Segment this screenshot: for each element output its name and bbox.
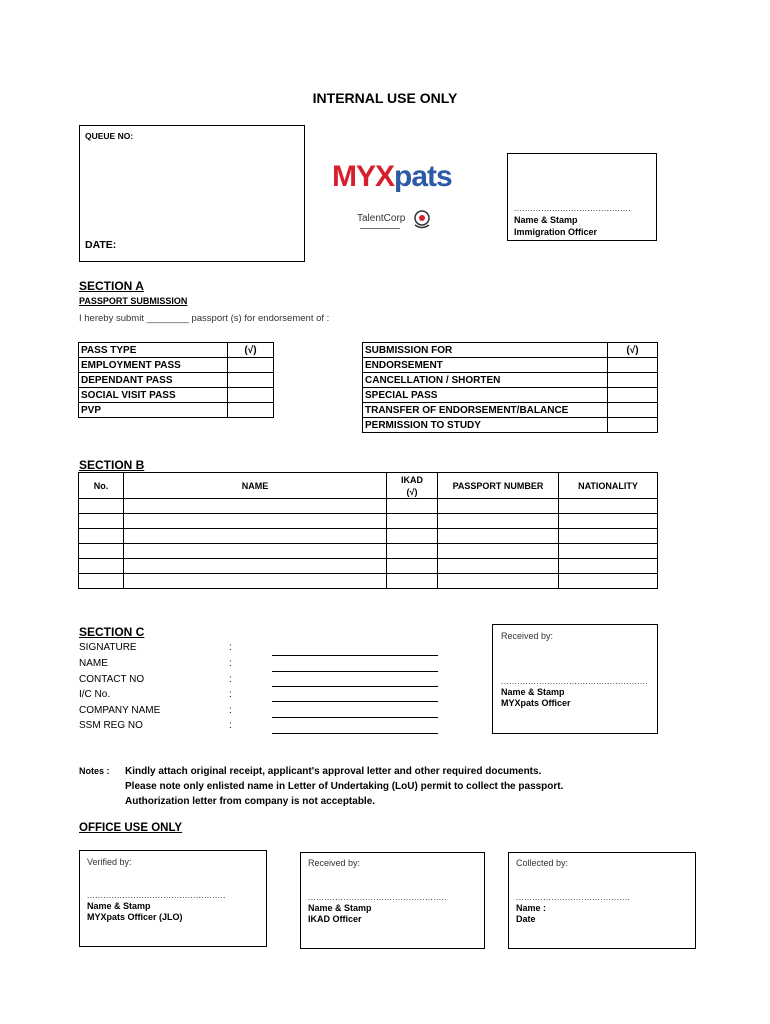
name-stamp-label: Name & Stamp <box>87 901 151 911</box>
signature-dots: ................................................... <box>308 893 447 902</box>
jlo-officer-label: MYXpats Officer (JLO) <box>87 912 183 922</box>
ssm-reg-no-field[interactable] <box>272 733 438 734</box>
notes-text <box>125 764 563 809</box>
contact-no-field[interactable] <box>272 686 438 687</box>
col-ikad-label: IKAD <box>401 474 423 485</box>
notes-label: Notes : <box>79 766 110 776</box>
signature-dots: .......................................... <box>516 893 631 902</box>
submission-option: ENDORSEMENT <box>363 358 608 373</box>
name-label: NAME <box>79 658 108 669</box>
pass-type-checkbox[interactable] <box>228 373 274 388</box>
name-stamp-label: Name & Stamp <box>308 903 372 913</box>
contact-no-label: CONTACT NO <box>79 674 145 685</box>
pass-type-header: PASS TYPE <box>79 343 228 358</box>
colon: : <box>229 720 232 731</box>
signature-dots: ...................................................... <box>501 677 649 686</box>
colon: : <box>229 658 232 669</box>
section-c-title: SECTION C <box>79 625 145 639</box>
submission-checkbox[interactable] <box>608 418 658 433</box>
colon: : <box>229 705 232 716</box>
signature-field[interactable] <box>272 655 438 656</box>
table-row[interactable] <box>79 529 658 544</box>
myxpats-officer-label: MYXpats Officer <box>501 698 571 708</box>
pass-type-checkbox[interactable] <box>228 358 274 373</box>
submission-check-header: (√) <box>608 343 658 358</box>
colon: : <box>229 674 232 685</box>
ic-no-field[interactable] <box>272 701 438 702</box>
logo-my: MY <box>332 160 375 193</box>
col-no: No. <box>79 473 124 499</box>
office-use-title: OFFICE USE ONLY <box>79 822 183 834</box>
name-stamp-label: Name & Stamp <box>501 687 565 697</box>
table-row[interactable] <box>79 499 658 514</box>
note-line: Authorization letter from company is not acceptable. <box>125 796 376 807</box>
collected-by-label: Collected by: <box>516 858 569 868</box>
submission-statement: I hereby submit ________ passport (s) for endorsement of : <box>79 313 330 324</box>
submission-option: TRANSFER OF ENDORSEMENT/BALANCE <box>363 403 608 418</box>
section-b-title: SECTION B <box>79 458 145 472</box>
immigration-emblem-icon <box>412 208 432 230</box>
immigration-officer-box[interactable] <box>507 153 657 241</box>
received-by-label: Received by: <box>308 858 361 868</box>
pass-type-option: DEPENDANT PASS <box>79 373 228 388</box>
colon: : <box>229 689 232 700</box>
verified-by-box[interactable] <box>79 850 267 947</box>
queue-box[interactable] <box>79 125 305 262</box>
submission-option: SPECIAL PASS <box>363 388 608 403</box>
submission-checkbox[interactable] <box>608 403 658 418</box>
name-stamp-label: Name & Stamp <box>514 215 578 225</box>
signature-dots: ........................................... <box>514 204 632 213</box>
ikad-officer-label: IKAD Officer <box>308 914 362 924</box>
pass-type-option: SOCIAL VISIT PASS <box>79 388 228 403</box>
col-passport-number: PASSPORT NUMBER <box>438 473 559 499</box>
submission-checkbox[interactable] <box>608 388 658 403</box>
received-by-box[interactable] <box>492 624 658 734</box>
logo-x: X <box>375 160 395 193</box>
collector-name-label: Name : <box>516 903 547 913</box>
company-name-field[interactable] <box>272 717 438 718</box>
immigration-officer-label: Immigration Officer <box>514 227 598 237</box>
table-row[interactable] <box>79 559 658 574</box>
pass-type-option: EMPLOYMENT PASS <box>79 358 228 373</box>
submission-for-table <box>362 342 658 433</box>
ic-no-label: I/C No. <box>79 689 111 700</box>
submission-option: CANCELLATION / SHORTEN <box>363 373 608 388</box>
applicant-table <box>78 472 658 589</box>
received-by-label: Received by: <box>501 631 554 641</box>
table-row[interactable] <box>79 514 658 529</box>
submission-option: PERMISSION TO STUDY <box>363 418 608 433</box>
pass-type-check-header: (√) <box>228 343 274 358</box>
queue-label: QUEUE NO: <box>85 131 134 141</box>
submission-checkbox[interactable] <box>608 358 658 373</box>
colon: : <box>229 642 232 653</box>
ssm-reg-no-label: SSM REG NO <box>79 720 143 731</box>
pass-type-table <box>78 342 274 418</box>
page-title: INTERNAL USE ONLY <box>312 90 458 106</box>
pass-type-checkbox[interactable] <box>228 403 274 418</box>
pass-type-checkbox[interactable] <box>228 388 274 403</box>
signature-dots: ................................................... <box>87 891 226 900</box>
collected-by-box[interactable] <box>508 852 696 949</box>
table-row[interactable] <box>79 544 658 559</box>
passport-submission-heading: PASSPORT SUBMISSION <box>79 296 188 306</box>
talentcorp-logo-text: TalentCorp <box>357 213 406 224</box>
date-label: DATE: <box>85 239 117 251</box>
signature-label: SIGNATURE <box>79 642 137 653</box>
table-row[interactable] <box>79 574 658 589</box>
note-line: Kindly attach original receipt, applicant's approval letter and other required documents. <box>125 766 542 777</box>
company-name-label: COMPANY NAME <box>79 705 161 716</box>
talentcorp-underline <box>360 228 400 229</box>
col-ikad <box>387 473 438 499</box>
ikad-received-by-box[interactable] <box>300 852 485 949</box>
note-line: Please note only enlisted name in Letter of Undertaking (LoU) permit to collect the passport. <box>125 781 564 792</box>
section-a-title: SECTION A <box>79 279 144 293</box>
name-field[interactable] <box>272 671 438 672</box>
myxpats-logo <box>332 160 462 240</box>
col-name: NAME <box>124 473 387 499</box>
submission-checkbox[interactable] <box>608 373 658 388</box>
pass-type-option: PVP <box>79 403 228 418</box>
col-ikad-check: (√) <box>406 486 418 497</box>
date-label: Date <box>516 914 536 924</box>
logo-pats: pats <box>394 160 452 193</box>
verified-by-label: Verified by: <box>87 857 132 867</box>
col-nationality: NATIONALITY <box>559 473 658 499</box>
submission-for-header: SUBMISSION FOR <box>363 343 608 358</box>
